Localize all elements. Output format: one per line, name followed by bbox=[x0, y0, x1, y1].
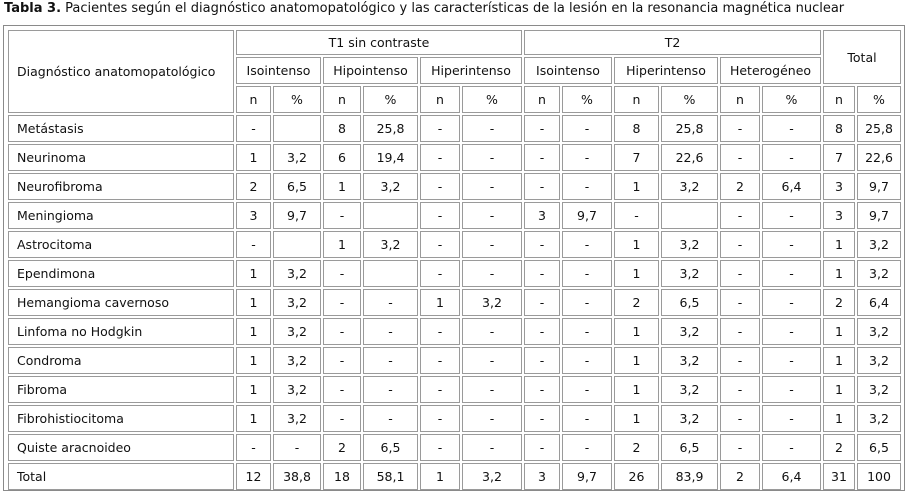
table-cell: 1 bbox=[420, 289, 460, 316]
table-cell: - bbox=[363, 405, 418, 432]
table-cell: 2 bbox=[823, 434, 855, 461]
table-cell: 3,2 bbox=[857, 347, 901, 374]
header-pct: % bbox=[562, 86, 612, 113]
table-cell bbox=[363, 260, 418, 287]
caption-label: Tabla 3. bbox=[4, 1, 62, 16]
table-cell: 1 bbox=[236, 405, 271, 432]
table-row bbox=[8, 115, 901, 142]
table-cell bbox=[273, 115, 321, 142]
table-cell: - bbox=[562, 318, 612, 345]
table-frame bbox=[3, 25, 905, 491]
table-cell: 1 bbox=[614, 231, 659, 258]
data-table bbox=[6, 28, 903, 492]
table-cell: - bbox=[562, 289, 612, 316]
header-pct: % bbox=[462, 86, 522, 113]
table-cell: 3,2 bbox=[273, 347, 321, 374]
table-cell: - bbox=[562, 144, 612, 171]
caption-text: Pacientes según el diagnóstico anatomopatológico y las características de la lesión en la resonancia magnética nuclear bbox=[61, 1, 845, 16]
table-cell: 1 bbox=[236, 144, 271, 171]
table-cell: - bbox=[420, 260, 460, 287]
table-cell: - bbox=[420, 405, 460, 432]
table-cell: 3,2 bbox=[363, 173, 418, 200]
table-cell: 25,8 bbox=[857, 115, 901, 142]
table-cell: 3 bbox=[823, 202, 855, 229]
table-cell: - bbox=[462, 231, 522, 258]
table-cell: 1 bbox=[236, 376, 271, 403]
table-cell: - bbox=[420, 173, 460, 200]
table-cell: 1 bbox=[323, 173, 361, 200]
table-cell: 1 bbox=[614, 173, 659, 200]
table-cell: - bbox=[363, 347, 418, 374]
table-row bbox=[8, 405, 901, 432]
table-cell: 6,5 bbox=[661, 289, 718, 316]
table-cell: - bbox=[462, 173, 522, 200]
table-cell: 38,8 bbox=[273, 463, 321, 490]
table-row bbox=[8, 144, 901, 171]
table-cell: 9,7 bbox=[857, 202, 901, 229]
table-cell: - bbox=[762, 434, 821, 461]
table-cell: 19,4 bbox=[363, 144, 418, 171]
table-cell: 3,2 bbox=[661, 376, 718, 403]
table-cell bbox=[273, 231, 321, 258]
table-cell: - bbox=[524, 405, 560, 432]
table-cell: 31 bbox=[823, 463, 855, 490]
table-cell: - bbox=[762, 115, 821, 142]
table-cell: 2 bbox=[236, 173, 271, 200]
table-cell: 2 bbox=[614, 434, 659, 461]
table-cell: 1 bbox=[236, 347, 271, 374]
table-cell: - bbox=[462, 202, 522, 229]
header-n: n bbox=[524, 86, 560, 113]
table-cell: - bbox=[323, 202, 361, 229]
table-cell: 18 bbox=[323, 463, 361, 490]
header-t1-hiperintenso: Hiperintenso bbox=[420, 57, 522, 84]
table-cell: - bbox=[420, 347, 460, 374]
header-pct: % bbox=[661, 86, 718, 113]
header-pct: % bbox=[363, 86, 418, 113]
row-label: Metástasis bbox=[8, 115, 234, 142]
header-n: n bbox=[614, 86, 659, 113]
table-cell: 6,5 bbox=[363, 434, 418, 461]
header-diagnosis: Diagnóstico anatomopatológico bbox=[8, 30, 234, 113]
table-cell: - bbox=[762, 289, 821, 316]
table-cell: - bbox=[236, 115, 271, 142]
table-cell: 6,5 bbox=[857, 434, 901, 461]
table-cell: 2 bbox=[823, 289, 855, 316]
table-row bbox=[8, 318, 901, 345]
table-cell: 6,4 bbox=[762, 173, 821, 200]
header-group-t2: T2 bbox=[524, 30, 821, 55]
table-cell: 1 bbox=[614, 347, 659, 374]
table-cell: 1 bbox=[823, 231, 855, 258]
table-cell: 2 bbox=[614, 289, 659, 316]
table-row bbox=[8, 260, 901, 287]
table-cell: 1 bbox=[614, 318, 659, 345]
table-cell: - bbox=[462, 144, 522, 171]
table-cell: - bbox=[323, 318, 361, 345]
table-cell: - bbox=[420, 144, 460, 171]
table-cell: 3 bbox=[524, 202, 560, 229]
header-pct: % bbox=[857, 86, 901, 113]
table-cell: 1 bbox=[823, 260, 855, 287]
table-cell: - bbox=[524, 434, 560, 461]
table-cell: - bbox=[236, 434, 271, 461]
table-caption bbox=[4, 1, 908, 17]
table-cell: - bbox=[420, 318, 460, 345]
table-cell: - bbox=[462, 347, 522, 374]
table-cell: - bbox=[420, 376, 460, 403]
table-cell: 1 bbox=[614, 376, 659, 403]
table-cell: - bbox=[524, 289, 560, 316]
table-cell: - bbox=[524, 318, 560, 345]
table-cell: 22,6 bbox=[661, 144, 718, 171]
table-cell: - bbox=[720, 231, 760, 258]
table-cell: 1 bbox=[823, 376, 855, 403]
table-cell: - bbox=[720, 405, 760, 432]
table-cell: 3,2 bbox=[857, 231, 901, 258]
table-cell: - bbox=[524, 347, 560, 374]
table-cell: 1 bbox=[236, 260, 271, 287]
header-t2-hiperintenso: Hiperintenso bbox=[614, 57, 718, 84]
table-cell: - bbox=[323, 347, 361, 374]
row-label: Astrocitoma bbox=[8, 231, 234, 258]
table-cell: 3 bbox=[236, 202, 271, 229]
header-row-groups bbox=[8, 30, 901, 55]
table-cell: 12 bbox=[236, 463, 271, 490]
header-n: n bbox=[323, 86, 361, 113]
table-cell: - bbox=[720, 202, 760, 229]
table-cell: - bbox=[562, 231, 612, 258]
table-cell: - bbox=[762, 318, 821, 345]
table-cell: 3,2 bbox=[462, 289, 522, 316]
table-cell bbox=[661, 202, 718, 229]
table-cell bbox=[363, 202, 418, 229]
table-cell: 3,2 bbox=[273, 260, 321, 287]
header-t1-hipointenso: Hipointenso bbox=[323, 57, 418, 84]
table-cell: 6 bbox=[323, 144, 361, 171]
table-row bbox=[8, 289, 901, 316]
total-row bbox=[8, 463, 901, 490]
table-cell: - bbox=[720, 318, 760, 345]
table-cell: - bbox=[562, 405, 612, 432]
header-n: n bbox=[720, 86, 760, 113]
header-pct: % bbox=[762, 86, 821, 113]
row-label: Condroma bbox=[8, 347, 234, 374]
table-cell: 3,2 bbox=[363, 231, 418, 258]
table-cell: 1 bbox=[236, 318, 271, 345]
table-cell: - bbox=[420, 115, 460, 142]
header-t2-heterogeneo: Heterogéneo bbox=[720, 57, 821, 84]
table-cell: 58,1 bbox=[363, 463, 418, 490]
table-cell: 25,8 bbox=[661, 115, 718, 142]
table-cell: 3,2 bbox=[661, 405, 718, 432]
table-cell: 7 bbox=[823, 144, 855, 171]
table-cell: - bbox=[762, 405, 821, 432]
table-cell: 9,7 bbox=[273, 202, 321, 229]
table-cell: - bbox=[323, 405, 361, 432]
table-cell: - bbox=[720, 115, 760, 142]
table-cell: - bbox=[420, 202, 460, 229]
table-cell: 6,4 bbox=[857, 289, 901, 316]
table-cell: 3,2 bbox=[661, 260, 718, 287]
table-cell: 3,2 bbox=[462, 463, 522, 490]
table-cell: 1 bbox=[823, 347, 855, 374]
table-cell: - bbox=[762, 202, 821, 229]
table-cell: - bbox=[562, 347, 612, 374]
table-cell: 3,2 bbox=[273, 318, 321, 345]
table-cell: 6,4 bbox=[762, 463, 821, 490]
row-label: Meningioma bbox=[8, 202, 234, 229]
header-n: n bbox=[420, 86, 460, 113]
table-cell: 3,2 bbox=[273, 376, 321, 403]
table-row bbox=[8, 347, 901, 374]
table-cell: - bbox=[420, 434, 460, 461]
table-row bbox=[8, 173, 901, 200]
table-cell: - bbox=[420, 231, 460, 258]
table-cell: - bbox=[524, 173, 560, 200]
header-total: Total bbox=[823, 30, 901, 84]
table-row bbox=[8, 202, 901, 229]
table-cell: 7 bbox=[614, 144, 659, 171]
table-cell: 1 bbox=[323, 231, 361, 258]
table-body bbox=[8, 115, 901, 490]
table-cell: 3 bbox=[524, 463, 560, 490]
header-t1-isointenso: Isointenso bbox=[236, 57, 321, 84]
header-n: n bbox=[236, 86, 271, 113]
table-cell: - bbox=[720, 434, 760, 461]
table-cell: 22,6 bbox=[857, 144, 901, 171]
table-cell: - bbox=[762, 144, 821, 171]
table-cell: - bbox=[524, 376, 560, 403]
table-cell: 9,7 bbox=[562, 202, 612, 229]
table-cell: 3,2 bbox=[857, 260, 901, 287]
table-cell: 3,2 bbox=[857, 318, 901, 345]
table-cell: 1 bbox=[823, 318, 855, 345]
table-cell: - bbox=[720, 347, 760, 374]
table-cell: - bbox=[363, 289, 418, 316]
table-cell: - bbox=[524, 115, 560, 142]
row-label: Fibroma bbox=[8, 376, 234, 403]
table-cell: 8 bbox=[614, 115, 659, 142]
table-cell: - bbox=[762, 376, 821, 403]
table-cell: 2 bbox=[323, 434, 361, 461]
row-label: Hemangioma cavernoso bbox=[8, 289, 234, 316]
table-row bbox=[8, 231, 901, 258]
table-cell: 9,7 bbox=[562, 463, 612, 490]
header-n: n bbox=[823, 86, 855, 113]
table-cell: - bbox=[323, 376, 361, 403]
table-cell: - bbox=[462, 434, 522, 461]
row-label: Ependimona bbox=[8, 260, 234, 287]
row-label: Quiste aracnoideo bbox=[8, 434, 234, 461]
table-cell: 100 bbox=[857, 463, 901, 490]
table-row bbox=[8, 434, 901, 461]
table-cell: 8 bbox=[823, 115, 855, 142]
table-cell: 3,2 bbox=[857, 376, 901, 403]
table-cell: 1 bbox=[614, 405, 659, 432]
table-cell: - bbox=[562, 173, 612, 200]
row-label: Fibrohistiocitoma bbox=[8, 405, 234, 432]
table-cell: 83,9 bbox=[661, 463, 718, 490]
table-cell: 3,2 bbox=[661, 347, 718, 374]
table-cell: - bbox=[524, 260, 560, 287]
table-cell: 3,2 bbox=[273, 289, 321, 316]
table-cell: 3,2 bbox=[273, 144, 321, 171]
table-cell: 2 bbox=[720, 173, 760, 200]
table-cell: - bbox=[462, 318, 522, 345]
table-cell: 3 bbox=[823, 173, 855, 200]
table-cell: 6,5 bbox=[273, 173, 321, 200]
header-t2-isointenso: Isointenso bbox=[524, 57, 612, 84]
table-cell: - bbox=[614, 202, 659, 229]
table-cell: 3,2 bbox=[661, 231, 718, 258]
table-cell: 3,2 bbox=[273, 405, 321, 432]
table-cell: 1 bbox=[236, 289, 271, 316]
table-cell: - bbox=[323, 289, 361, 316]
table-cell: - bbox=[462, 376, 522, 403]
header-group-t1: T1 sin contraste bbox=[236, 30, 522, 55]
table-cell: - bbox=[236, 231, 271, 258]
table-cell: - bbox=[273, 434, 321, 461]
table-cell: 1 bbox=[823, 405, 855, 432]
table-cell: - bbox=[762, 347, 821, 374]
table-cell: - bbox=[524, 144, 560, 171]
table-cell: - bbox=[462, 405, 522, 432]
table-cell: - bbox=[562, 376, 612, 403]
table-cell: 1 bbox=[614, 260, 659, 287]
row-label: Neurofibroma bbox=[8, 173, 234, 200]
table-cell: 3,2 bbox=[857, 405, 901, 432]
header-pct: % bbox=[273, 86, 321, 113]
table-cell: 3,2 bbox=[661, 173, 718, 200]
table-cell: - bbox=[720, 376, 760, 403]
table-cell: - bbox=[562, 260, 612, 287]
table-cell: - bbox=[524, 231, 560, 258]
table-cell: 25,8 bbox=[363, 115, 418, 142]
table-cell: - bbox=[762, 260, 821, 287]
table-row bbox=[8, 376, 901, 403]
table-cell: - bbox=[762, 231, 821, 258]
table-cell: 8 bbox=[323, 115, 361, 142]
table-cell: 26 bbox=[614, 463, 659, 490]
table-cell: 1 bbox=[420, 463, 460, 490]
table-cell: 9,7 bbox=[857, 173, 901, 200]
table-cell: - bbox=[323, 260, 361, 287]
table-cell: - bbox=[462, 260, 522, 287]
table-cell: - bbox=[462, 115, 522, 142]
table-cell: 6,5 bbox=[661, 434, 718, 461]
table-cell: - bbox=[720, 260, 760, 287]
table-cell: - bbox=[720, 144, 760, 171]
row-label: Linfoma no Hodgkin bbox=[8, 318, 234, 345]
row-label: Neurinoma bbox=[8, 144, 234, 171]
table-cell: 3,2 bbox=[661, 318, 718, 345]
table-cell: - bbox=[363, 376, 418, 403]
table-cell: - bbox=[562, 115, 612, 142]
table-cell: - bbox=[363, 318, 418, 345]
row-label: Total bbox=[8, 463, 234, 490]
table-cell: - bbox=[562, 434, 612, 461]
table-cell: - bbox=[720, 289, 760, 316]
table-cell: 2 bbox=[720, 463, 760, 490]
